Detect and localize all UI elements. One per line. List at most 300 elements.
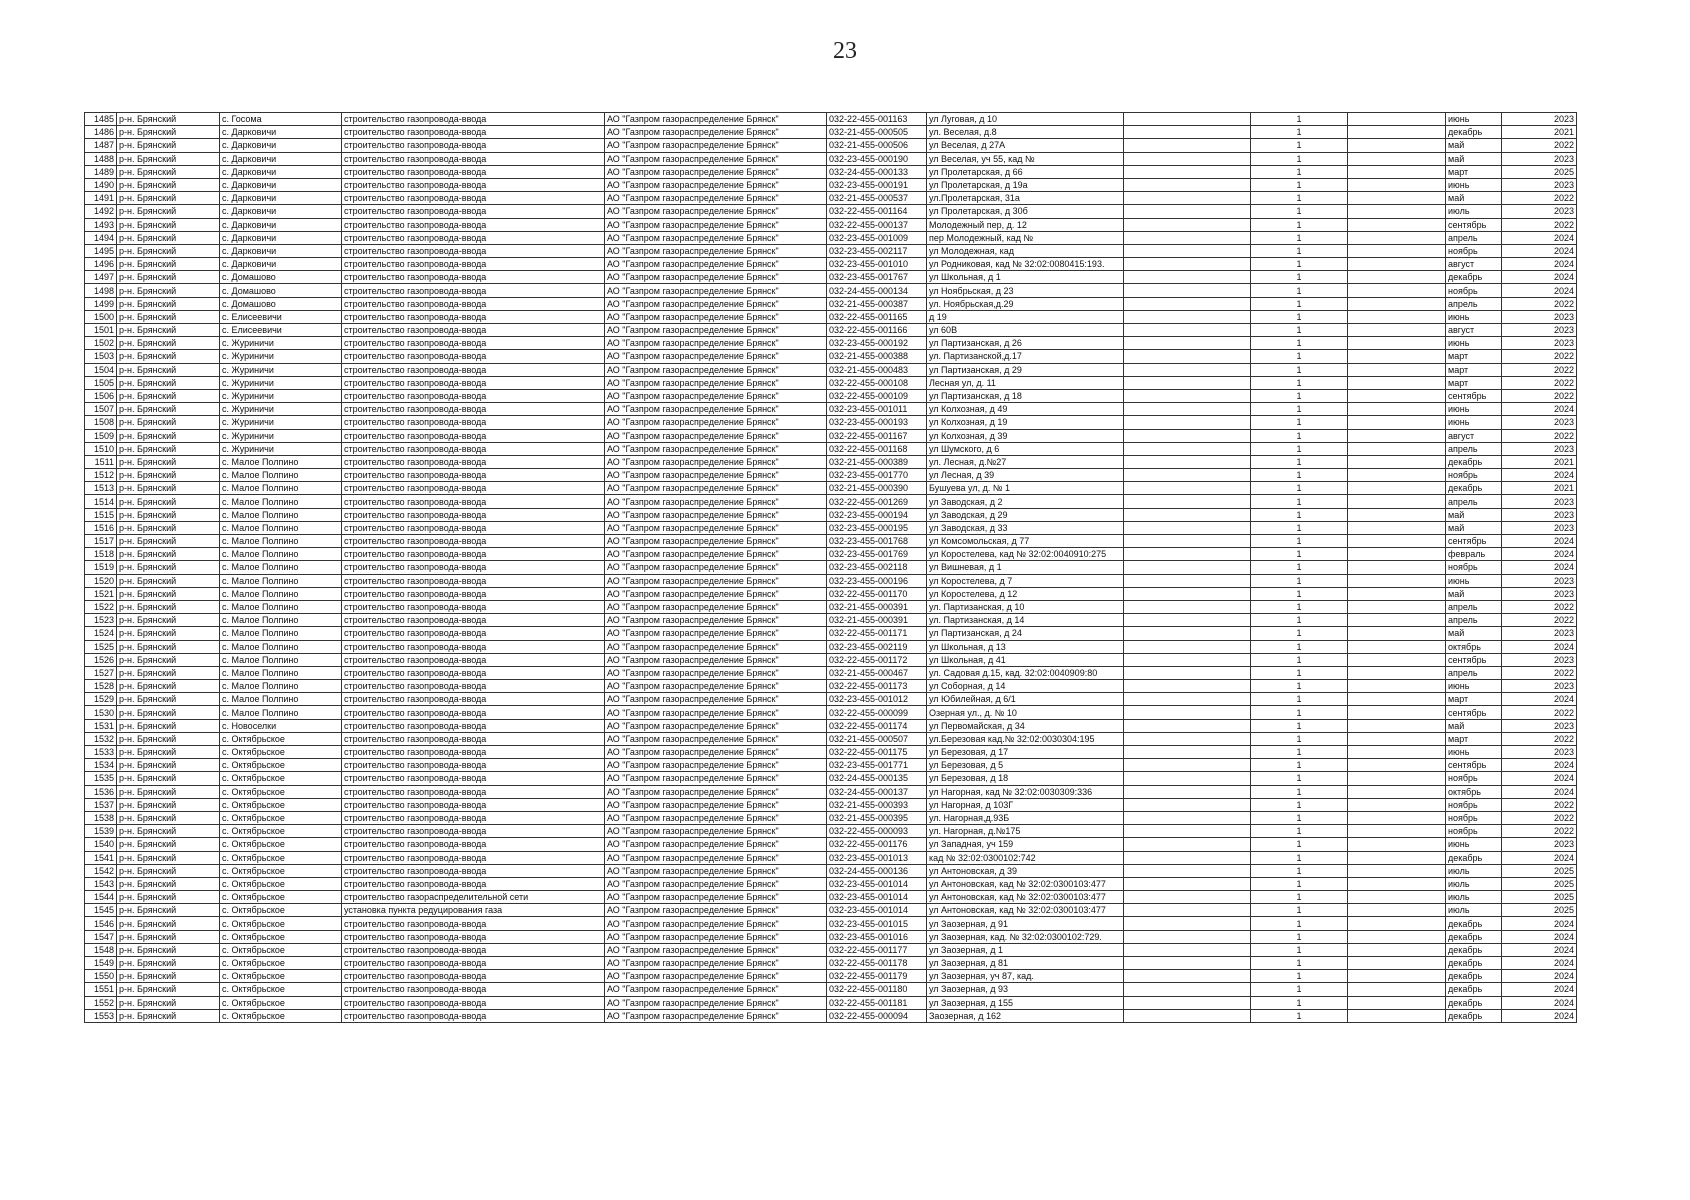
empty-cell [1124,877,1251,890]
row-number: 1536 [85,785,117,798]
organization-cell: АО "Газпром газораспределение Брянск" [605,297,827,310]
empty-cell [1124,785,1251,798]
month-cell: ноябрь [1446,469,1502,482]
work-type-cell: строительство газопровода-ввода [342,469,605,482]
year-cell: 2024 [1502,548,1577,561]
quantity-cell: 1 [1251,495,1348,508]
settlement-cell: с. Дарковичи [220,244,342,257]
code-cell: 032-23-455-001014 [827,904,927,917]
quantity-cell: 1 [1251,284,1348,297]
month-cell: декабрь [1446,271,1502,284]
address-cell: ул Колхозная, д 19 [927,416,1124,429]
row-number: 1501 [85,324,117,337]
year-cell: 2024 [1502,258,1577,271]
district-cell: р-н. Брянский [117,877,220,890]
settlement-cell: с. Малое Полпино [220,508,342,521]
month-cell: сентябрь [1446,389,1502,402]
empty-cell [1348,996,1446,1009]
address-cell: пер Молодежный, кад № [927,231,1124,244]
month-cell: август [1446,429,1502,442]
row-number: 1503 [85,350,117,363]
address-cell: ул Веселая, д 27А [927,139,1124,152]
row-number: 1532 [85,732,117,745]
settlement-cell: с. Журиничи [220,350,342,363]
work-type-cell: строительство газопровода-ввода [342,574,605,587]
empty-cell [1124,469,1251,482]
month-cell: июнь [1446,113,1502,126]
code-cell: 032-22-455-001269 [827,495,927,508]
organization-cell: АО "Газпром газораспределение Брянск" [605,838,827,851]
empty-cell [1348,442,1446,455]
quantity-cell: 1 [1251,165,1348,178]
quantity-cell: 1 [1251,469,1348,482]
settlement-cell: с. Малое Полпино [220,640,342,653]
address-cell: Заозерная, д 162 [927,1009,1124,1022]
table-row [85,403,1577,416]
row-number: 1537 [85,798,117,811]
quantity-cell: 1 [1251,416,1348,429]
district-cell: р-н. Брянский [117,126,220,139]
organization-cell: АО "Газпром газораспределение Брянск" [605,152,827,165]
empty-cell [1348,324,1446,337]
row-number: 1510 [85,442,117,455]
quantity-cell: 1 [1251,838,1348,851]
code-cell: 032-23-455-000190 [827,152,927,165]
year-cell: 2024 [1502,943,1577,956]
table-row [85,996,1577,1009]
code-cell: 032-23-455-001011 [827,403,927,416]
code-cell: 032-23-455-001009 [827,231,927,244]
code-cell: 032-24-455-000137 [827,785,927,798]
settlement-cell: с. Дарковичи [220,126,342,139]
month-cell: декабрь [1446,943,1502,956]
work-type-cell: строительство газопровода-ввода [342,403,605,416]
settlement-cell: с. Малое Полпино [220,600,342,613]
work-type-cell: строительство газопровода-ввода [342,548,605,561]
empty-cell [1124,363,1251,376]
row-number: 1541 [85,851,117,864]
settlement-cell: с. Октябрьское [220,917,342,930]
table-row [85,930,1577,943]
empty-cell [1124,205,1251,218]
work-type-cell: строительство газопровода-ввода [342,666,605,679]
table-row [85,838,1577,851]
quantity-cell: 1 [1251,218,1348,231]
row-number: 1549 [85,957,117,970]
row-number: 1548 [85,943,117,956]
code-cell: 032-21-455-000395 [827,811,927,824]
empty-cell [1124,746,1251,759]
code-cell: 032-22-455-001167 [827,429,927,442]
row-number: 1512 [85,469,117,482]
district-cell: р-н. Брянский [117,469,220,482]
empty-cell [1124,508,1251,521]
district-cell: р-н. Брянский [117,693,220,706]
address-cell: ул Антоновская, кад № 32:02:0300103:477 [927,904,1124,917]
row-number: 1527 [85,666,117,679]
year-cell: 2024 [1502,970,1577,983]
address-cell: Молодежный пер, д. 12 [927,218,1124,231]
district-cell: р-н. Брянский [117,838,220,851]
row-number: 1521 [85,587,117,600]
row-number: 1513 [85,482,117,495]
organization-cell: АО "Газпром газораспределение Брянск" [605,930,827,943]
empty-cell [1124,271,1251,284]
organization-cell: АО "Газпром газораспределение Брянск" [605,640,827,653]
table-row [85,957,1577,970]
district-cell: р-н. Брянский [117,376,220,389]
address-cell: Бушуева ул, д. № 1 [927,482,1124,495]
empty-cell [1124,231,1251,244]
month-cell: июнь [1446,746,1502,759]
quantity-cell: 1 [1251,113,1348,126]
year-cell: 2024 [1502,772,1577,785]
quantity-cell: 1 [1251,666,1348,679]
row-number: 1497 [85,271,117,284]
organization-cell: АО "Газпром газораспределение Брянск" [605,587,827,600]
table-row [85,666,1577,679]
table-row [85,455,1577,468]
organization-cell: АО "Газпром газораспределение Брянск" [605,851,827,864]
work-type-cell: строительство газопровода-ввода [342,535,605,548]
month-cell: апрель [1446,614,1502,627]
code-cell: 032-24-455-000133 [827,165,927,178]
code-cell: 032-23-455-002117 [827,244,927,257]
table-row [85,732,1577,745]
table-row [85,416,1577,429]
work-type-cell: строительство газопровода-ввода [342,1009,605,1022]
month-cell: март [1446,693,1502,706]
quantity-cell: 1 [1251,363,1348,376]
address-cell: ул Партизанская, д 24 [927,627,1124,640]
empty-cell [1124,113,1251,126]
year-cell: 2024 [1502,403,1577,416]
empty-cell [1124,666,1251,679]
table-row [85,798,1577,811]
empty-cell [1124,996,1251,1009]
month-cell: декабрь [1446,970,1502,983]
month-cell: июнь [1446,680,1502,693]
code-cell: 032-22-455-001178 [827,957,927,970]
organization-cell: АО "Газпром газораспределение Брянск" [605,244,827,257]
empty-cell [1348,838,1446,851]
table-row [85,192,1577,205]
month-cell: декабрь [1446,126,1502,139]
empty-cell [1348,403,1446,416]
quantity-cell: 1 [1251,851,1348,864]
empty-cell [1348,521,1446,534]
empty-cell [1348,337,1446,350]
empty-cell [1124,561,1251,574]
organization-cell: АО "Газпром газораспределение Брянск" [605,627,827,640]
quantity-cell: 1 [1251,535,1348,548]
district-cell: р-н. Брянский [117,495,220,508]
year-cell: 2022 [1502,429,1577,442]
row-number: 1504 [85,363,117,376]
organization-cell: АО "Газпром газораспределение Брянск" [605,521,827,534]
table-body [85,113,1577,1023]
year-cell: 2023 [1502,178,1577,191]
district-cell: р-н. Брянский [117,970,220,983]
address-cell: ул Коростелева, д 12 [927,587,1124,600]
month-cell: март [1446,350,1502,363]
work-type-cell: строительство газопровода-ввода [342,482,605,495]
table-row [85,917,1577,930]
quantity-cell: 1 [1251,957,1348,970]
district-cell: р-н. Брянский [117,337,220,350]
quantity-cell: 1 [1251,930,1348,943]
work-type-cell: строительство газопровода-ввода [342,508,605,521]
row-number: 1526 [85,653,117,666]
empty-cell [1348,389,1446,402]
address-cell: ул Первомайская, д 34 [927,719,1124,732]
organization-cell: АО "Газпром газораспределение Брянск" [605,165,827,178]
empty-cell [1124,957,1251,970]
empty-cell [1124,587,1251,600]
table-row [85,614,1577,627]
table-row [85,271,1577,284]
month-cell: март [1446,732,1502,745]
quantity-cell: 1 [1251,864,1348,877]
district-cell: р-н. Брянский [117,508,220,521]
empty-cell [1348,363,1446,376]
month-cell: июль [1446,904,1502,917]
table-row [85,469,1577,482]
district-cell: р-н. Брянский [117,258,220,271]
district-cell: р-н. Брянский [117,680,220,693]
organization-cell: АО "Газпром газораспределение Брянск" [605,983,827,996]
year-cell: 2021 [1502,126,1577,139]
empty-cell [1348,429,1446,442]
quantity-cell: 1 [1251,970,1348,983]
empty-cell [1348,706,1446,719]
quantity-cell: 1 [1251,772,1348,785]
organization-cell: АО "Газпром газораспределение Брянск" [605,877,827,890]
row-number: 1540 [85,838,117,851]
settlement-cell: с. Октябрьское [220,996,342,1009]
quantity-cell: 1 [1251,126,1348,139]
quantity-cell: 1 [1251,785,1348,798]
code-cell: 032-22-455-001180 [827,983,927,996]
district-cell: р-н. Брянский [117,614,220,627]
register-table [84,112,1577,1023]
year-cell: 2022 [1502,666,1577,679]
row-number: 1543 [85,877,117,890]
month-cell: июнь [1446,838,1502,851]
district-cell: р-н. Брянский [117,996,220,1009]
work-type-cell: строительство газопровода-ввода [342,310,605,323]
row-number: 1511 [85,455,117,468]
empty-cell [1348,205,1446,218]
organization-cell: АО "Газпром газораспределение Брянск" [605,482,827,495]
settlement-cell: с. Госома [220,113,342,126]
settlement-cell: с. Дарковичи [220,258,342,271]
quantity-cell: 1 [1251,640,1348,653]
row-number: 1542 [85,864,117,877]
settlement-cell: с. Журиничи [220,416,342,429]
empty-cell [1348,798,1446,811]
organization-cell: АО "Газпром газораспределение Брянск" [605,548,827,561]
empty-cell [1348,231,1446,244]
empty-cell [1124,337,1251,350]
empty-cell [1124,864,1251,877]
settlement-cell: с. Октябрьское [220,864,342,877]
month-cell: май [1446,152,1502,165]
year-cell: 2024 [1502,561,1577,574]
quantity-cell: 1 [1251,561,1348,574]
work-type-cell: строительство газопровода-ввода [342,587,605,600]
row-number: 1490 [85,178,117,191]
quantity-cell: 1 [1251,192,1348,205]
quantity-cell: 1 [1251,152,1348,165]
empty-cell [1348,666,1446,679]
settlement-cell: с. Малое Полпино [220,574,342,587]
organization-cell: АО "Газпром газораспределение Брянск" [605,403,827,416]
year-cell: 2021 [1502,455,1577,468]
empty-cell [1348,535,1446,548]
table-row [85,1009,1577,1022]
organization-cell: АО "Газпром газораспределение Брянск" [605,917,827,930]
code-cell: 032-23-455-001014 [827,877,927,890]
row-number: 1496 [85,258,117,271]
district-cell: р-н. Брянский [117,574,220,587]
year-cell: 2024 [1502,983,1577,996]
empty-cell [1348,785,1446,798]
work-type-cell: строительство газопровода-ввода [342,258,605,271]
address-cell: ул Веселая, уч 55, кад № [927,152,1124,165]
district-cell: р-н. Брянский [117,363,220,376]
district-cell: р-н. Брянский [117,139,220,152]
code-cell: 032-21-455-000391 [827,600,927,613]
code-cell: 032-21-455-000505 [827,126,927,139]
organization-cell: АО "Газпром газораспределение Брянск" [605,337,827,350]
row-number: 1538 [85,811,117,824]
address-cell: ул Коростелева, кад № 32:02:0040910:275 [927,548,1124,561]
address-cell: ул. Садовая д.15, кад. 32:02:0040909:80 [927,666,1124,679]
address-cell: ул Антоновская, д 39 [927,864,1124,877]
table-row [85,521,1577,534]
table-row [85,495,1577,508]
month-cell: сентябрь [1446,706,1502,719]
code-cell: 032-23-455-001013 [827,851,927,864]
district-cell: р-н. Брянский [117,600,220,613]
empty-cell [1348,376,1446,389]
table-row [85,429,1577,442]
empty-cell [1124,574,1251,587]
settlement-cell: с. Малое Полпино [220,482,342,495]
district-cell: р-н. Брянский [117,746,220,759]
row-number: 1518 [85,548,117,561]
settlement-cell: с. Журиничи [220,389,342,402]
month-cell: ноябрь [1446,284,1502,297]
district-cell: р-н. Брянский [117,653,220,666]
year-cell: 2024 [1502,930,1577,943]
settlement-cell: с. Октябрьское [220,930,342,943]
empty-cell [1124,165,1251,178]
work-type-cell: строительство газопровода-ввода [342,324,605,337]
organization-cell: АО "Газпром газораспределение Брянск" [605,205,827,218]
quantity-cell: 1 [1251,693,1348,706]
quantity-cell: 1 [1251,706,1348,719]
address-cell: ул Березовая, д 17 [927,746,1124,759]
empty-cell [1348,864,1446,877]
settlement-cell: с. Журиничи [220,363,342,376]
month-cell: апрель [1446,666,1502,679]
district-cell: р-н. Брянский [117,957,220,970]
year-cell: 2023 [1502,838,1577,851]
row-number: 1522 [85,600,117,613]
table-row [85,772,1577,785]
row-number: 1506 [85,389,117,402]
month-cell: май [1446,139,1502,152]
year-cell: 2023 [1502,521,1577,534]
year-cell: 2022 [1502,139,1577,152]
code-cell: 032-23-455-000192 [827,337,927,350]
empty-cell [1124,389,1251,402]
address-cell: ул Вишневая, д 1 [927,561,1124,574]
work-type-cell: строительство газопровода-ввода [342,930,605,943]
empty-cell [1124,640,1251,653]
organization-cell: АО "Газпром газораспределение Брянск" [605,759,827,772]
month-cell: декабрь [1446,957,1502,970]
organization-cell: АО "Газпром газораспределение Брянск" [605,455,827,468]
empty-cell [1348,851,1446,864]
code-cell: 032-21-455-000537 [827,192,927,205]
work-type-cell: строительство газопровода-ввода [342,152,605,165]
work-type-cell: строительство газопровода-ввода [342,970,605,983]
year-cell: 2022 [1502,706,1577,719]
row-number: 1491 [85,192,117,205]
table-row [85,337,1577,350]
work-type-cell: строительство газопровода-ввода [342,205,605,218]
empty-cell [1124,904,1251,917]
table-row [85,284,1577,297]
work-type-cell: строительство газопровода-ввода [342,680,605,693]
empty-cell [1348,271,1446,284]
month-cell: апрель [1446,231,1502,244]
empty-cell [1348,811,1446,824]
organization-cell: АО "Газпром газораспределение Брянск" [605,310,827,323]
organization-cell: АО "Газпром газораспределение Брянск" [605,113,827,126]
work-type-cell: строительство газопровода-ввода [342,139,605,152]
district-cell: р-н. Брянский [117,587,220,600]
table-row [85,983,1577,996]
empty-cell [1348,218,1446,231]
work-type-cell: строительство газопровода-ввода [342,297,605,310]
organization-cell: АО "Газпром газораспределение Брянск" [605,508,827,521]
organization-cell: АО "Газпром газораспределение Брянск" [605,561,827,574]
code-cell: 032-22-455-001168 [827,442,927,455]
year-cell: 2023 [1502,113,1577,126]
empty-cell [1348,244,1446,257]
empty-cell [1348,627,1446,640]
empty-cell [1124,126,1251,139]
code-cell: 032-21-455-000507 [827,732,927,745]
code-cell: 032-22-455-000094 [827,1009,927,1022]
empty-cell [1348,930,1446,943]
district-cell: р-н. Брянский [117,389,220,402]
code-cell: 032-23-455-000193 [827,416,927,429]
district-cell: р-н. Брянский [117,297,220,310]
work-type-cell: строительство газопровода-ввода [342,244,605,257]
table-row [85,535,1577,548]
empty-cell [1124,442,1251,455]
district-cell: р-н. Брянский [117,218,220,231]
settlement-cell: с. Октябрьское [220,772,342,785]
work-type-cell: строительство газопровода-ввода [342,917,605,930]
code-cell: 032-22-455-001181 [827,996,927,1009]
address-cell: ул Антоновская, кад № 32:02:0300103:477 [927,891,1124,904]
